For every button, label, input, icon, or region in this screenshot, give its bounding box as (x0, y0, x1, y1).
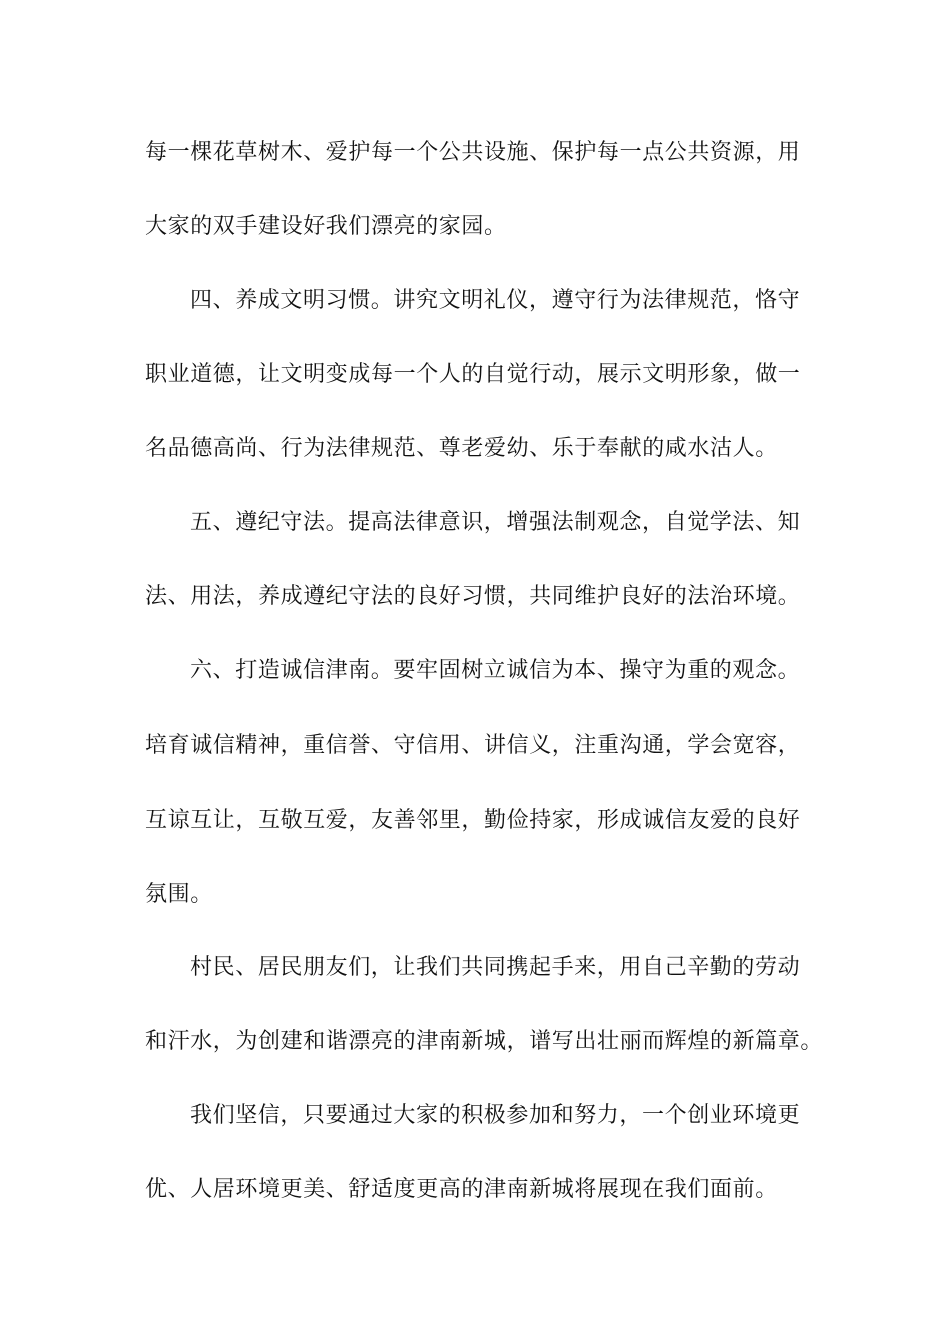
text-line: 大家的双手建设好我们漂亮的家园。 (145, 214, 507, 239)
text-line: 职业道德，让文明变成每一个人的自觉行动，展示文明形象，做一 (145, 362, 801, 387)
text-line: 互谅互让，互敬互爱，友善邻里，勤俭持家，形成诚信友爱的良好 (145, 808, 801, 833)
paragraph-start-line: 村民、居民朋友们，让我们共同携起手来，用自己辛勤的劳动 (190, 955, 801, 980)
text-line: 法、用法，养成遵纪守法的良好习惯，共同维护良好的法治环境。 (145, 584, 801, 609)
text-line: 名品德高尚、行为法律规范、尊老爱幼、乐于奉献的咸水沽人。 (145, 436, 778, 461)
text-line: 和汗水，为创建和谐漂亮的津南新城，谱写出壮丽而辉煌的新篇章。 (145, 1029, 824, 1054)
paragraph-start-line: 我们坚信，只要通过大家的积极参加和努力，一个创业环境更 (190, 1103, 801, 1128)
text-line: 每一棵花草树木、爱护每一个公共设施、保护每一点公共资源，用 (145, 140, 801, 165)
paragraph-start-line: 五、遵纪守法。提高法律意识，增强法制观念，自觉学法、知 (190, 510, 801, 535)
paragraph-start-line: 六、打造诚信津南。要牢固树立诚信为本、操守为重的观念。 (190, 658, 801, 683)
text-line: 培育诚信精神，重信誉、守信用、讲信义，注重沟通，学会宽容， (145, 733, 801, 758)
text-line: 氛围。 (145, 882, 213, 907)
text-line: 优、人居环境更美、舒适度更高的津南新城将展现在我们面前。 (145, 1177, 778, 1202)
paragraph-start-line: 四、养成文明习惯。讲究文明礼仪，遵守行为法律规范，恪守 (190, 288, 801, 313)
